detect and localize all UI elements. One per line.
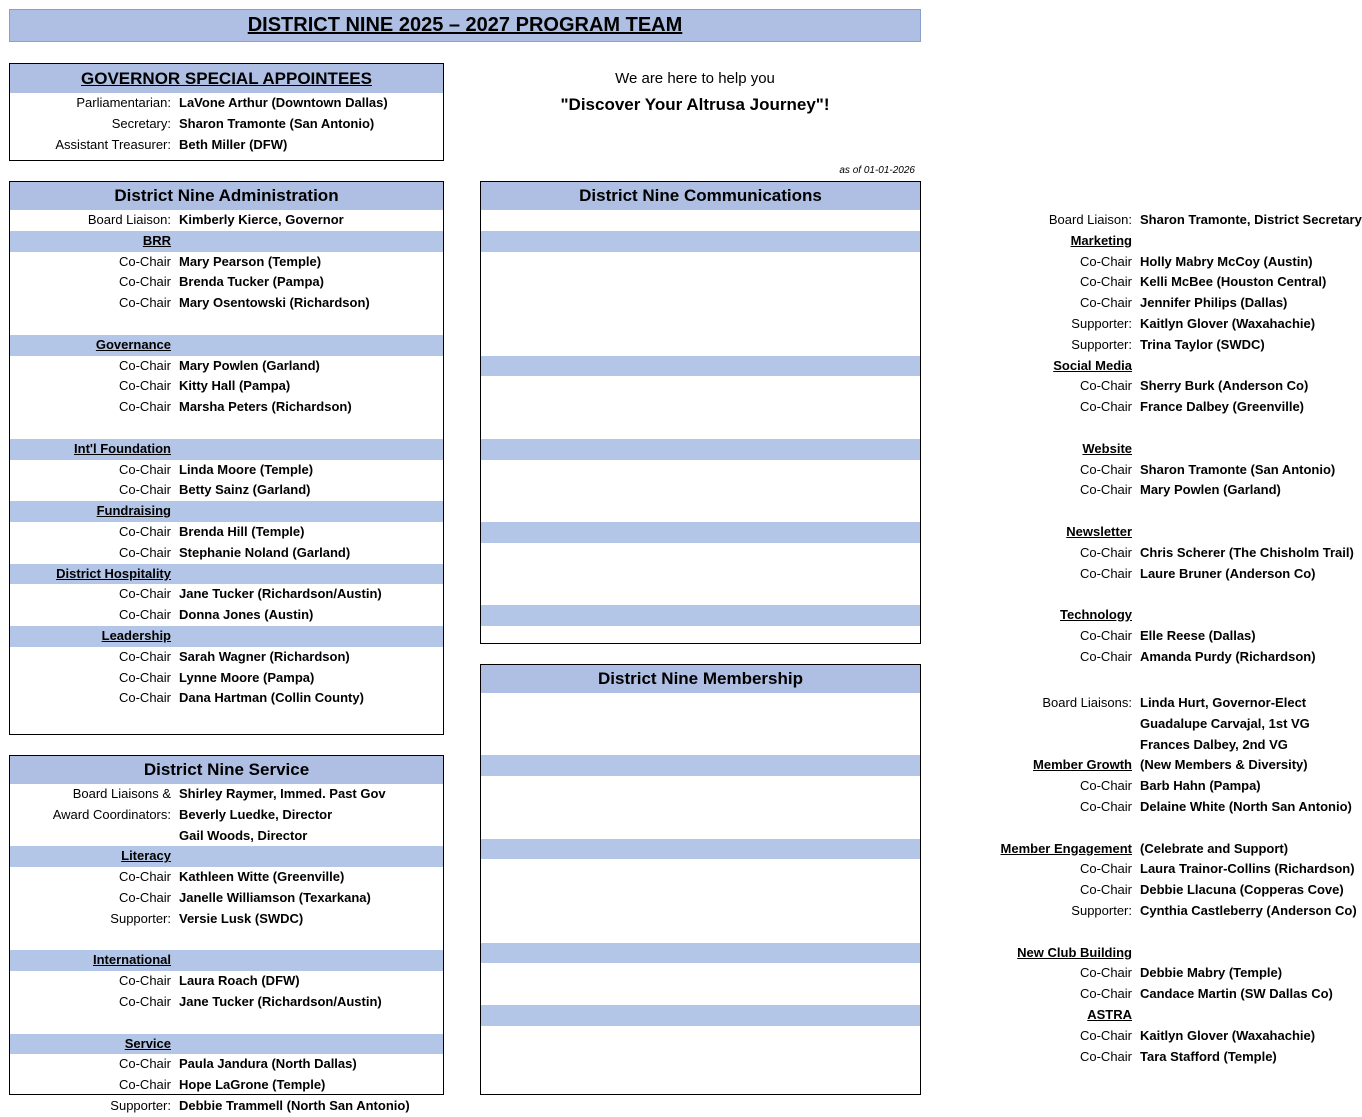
person-name: Kathleen Witte (Greenville) xyxy=(179,869,345,885)
section-technology xyxy=(481,605,1316,667)
row-label: Co-Chair xyxy=(118,378,171,394)
section-district-hospitality xyxy=(10,564,443,626)
gsa-heading: GOVERNOR SPECIAL APPOINTEES xyxy=(10,64,443,93)
row-label: Co-Chair xyxy=(118,357,171,373)
row-label: Co-Chair xyxy=(1079,461,1132,477)
administration-heading: District Nine Administration xyxy=(10,182,443,210)
person-row xyxy=(10,688,443,709)
section-label: Governance xyxy=(95,336,171,352)
row-label: Co-Chair xyxy=(1079,882,1132,898)
person-name: Janelle Williamson (Texarkana) xyxy=(179,889,371,905)
person-row xyxy=(10,784,443,805)
section-note: (New Members & Diversity) xyxy=(1140,757,1308,773)
row-label: Co-Chair xyxy=(1079,1027,1132,1043)
person-row xyxy=(10,668,443,689)
section-label: Newsletter xyxy=(1066,523,1132,539)
section-fundraising xyxy=(10,501,443,563)
section-header xyxy=(10,950,443,971)
person-name: Beverly Luedke, Director xyxy=(179,806,333,822)
row-group xyxy=(481,693,1310,755)
person-row xyxy=(10,992,443,1013)
service-box xyxy=(9,755,444,1113)
row-label: Co-Chair xyxy=(118,1077,171,1093)
row-label: Co-Chair xyxy=(118,399,171,415)
section-astra xyxy=(481,1005,1316,1067)
row-label: Board Liaisons & xyxy=(72,786,171,801)
row-label: Co-Chair xyxy=(1079,378,1132,394)
person-row xyxy=(10,293,443,314)
person-name: Laure Bruner (Anderson Co) xyxy=(1140,565,1316,581)
person-name: Trina Taylor (SWDC) xyxy=(1140,336,1265,352)
person-row xyxy=(481,859,1355,880)
help-line-2: "Discover Your Altrusa Journey"! xyxy=(560,95,830,114)
person-name: Laura Roach (DFW) xyxy=(179,973,300,989)
person-row xyxy=(10,460,443,481)
as-of-date: as of 01-01-2026 xyxy=(839,165,915,176)
person-name: Paula Jandura (North Dallas) xyxy=(179,1056,357,1072)
row-label: Supporter: xyxy=(110,910,171,926)
person-name: Chris Scherer (The Chisholm Trail) xyxy=(1140,544,1354,560)
person-row xyxy=(481,797,1352,818)
person-row xyxy=(481,714,1310,735)
service-heading: District Nine Service xyxy=(10,756,443,784)
person-name: Jane Tucker (Richardson/Austin) xyxy=(179,586,382,602)
person-name: Shirley Raymer, Immed. Past Gov xyxy=(179,786,386,801)
person-row xyxy=(10,888,443,909)
person-row xyxy=(10,272,443,293)
person-row xyxy=(481,626,1256,647)
section-label: ASTRA xyxy=(1087,1006,1132,1022)
person-row xyxy=(481,735,1288,756)
person-row xyxy=(10,135,443,156)
section-header xyxy=(481,356,1132,377)
person-name: Debbie Llacuna (Copperas Cove) xyxy=(1140,882,1344,898)
person-name: Holly Mabry McCoy (Austin) xyxy=(1140,253,1313,269)
page-title: DISTRICT NINE 2025 – 2027 PROGRAM TEAM xyxy=(247,14,683,36)
row-label: Co-Chair xyxy=(118,993,171,1009)
membership-heading: District Nine Membership xyxy=(481,665,920,693)
row-label: Co-Chair xyxy=(118,889,171,905)
section-label: International xyxy=(92,952,171,968)
page-banner xyxy=(9,9,921,42)
person-row xyxy=(481,397,1305,418)
administration-box xyxy=(9,181,444,735)
row-label: Co-Chair xyxy=(118,461,171,477)
row-group xyxy=(10,784,443,846)
liaison-row xyxy=(481,210,1362,231)
person-name: Mary Powlen (Garland) xyxy=(179,357,320,373)
person-name: Kaitlyn Glover (Waxahachie) xyxy=(1140,1027,1316,1043)
section-header xyxy=(10,335,443,356)
person-name: Kelli McBee (Houston Central) xyxy=(1140,274,1327,290)
section-label: District Hospitality xyxy=(56,565,171,581)
section-member-growth xyxy=(481,755,1352,817)
section-header xyxy=(481,839,1289,860)
board-liaison-row xyxy=(481,210,1362,231)
person-name: Sarah Wagner (Richardson) xyxy=(179,648,350,664)
person-row xyxy=(481,880,1344,901)
person-row xyxy=(10,252,443,273)
person-name: Elle Reese (Dallas) xyxy=(1140,627,1256,643)
help-line-1: We are here to help you xyxy=(615,70,775,87)
row-label: Co-Chair xyxy=(118,253,171,269)
row-label: Co-Chair xyxy=(1079,399,1132,415)
person-row xyxy=(481,293,1288,314)
person-row xyxy=(481,776,1261,797)
section-header xyxy=(10,501,443,522)
row-label: Co-Chair xyxy=(1079,544,1132,560)
person-row xyxy=(481,272,1327,293)
section-governance xyxy=(10,335,443,418)
row-label: Assistant Treasurer: xyxy=(55,136,171,152)
person-row xyxy=(481,693,1307,714)
person-name: Hope LaGrone (Temple) xyxy=(179,1077,326,1093)
row-label: Award Coordinators: xyxy=(52,806,171,822)
communications-box xyxy=(480,181,1362,664)
person-name: Mary Osentowski (Richardson) xyxy=(179,295,370,311)
row-label: Co-Chair xyxy=(118,690,171,706)
person-row xyxy=(481,314,1316,335)
person-row xyxy=(10,826,443,847)
person-name: Marsha Peters (Richardson) xyxy=(179,399,352,415)
person-name: Stephanie Noland (Garland) xyxy=(179,544,351,560)
person-row xyxy=(10,480,443,501)
row-label: Co-Chair xyxy=(1079,295,1132,311)
section-service xyxy=(10,1034,443,1117)
row-label: Supporter: xyxy=(1071,336,1132,352)
row-label: Co-Chair xyxy=(118,1056,171,1072)
person-name: Delaine White (North San Antonio) xyxy=(1140,798,1352,814)
section-header xyxy=(481,522,1132,543)
row-label: Co-Chair xyxy=(1079,1048,1132,1064)
row-label: Co-Chair xyxy=(118,973,171,989)
section-header xyxy=(10,846,443,867)
row-label: Supporter: xyxy=(1071,315,1132,331)
section-label: New Club Building xyxy=(1017,944,1132,960)
person-name: Lynne Moore (Pampa) xyxy=(179,669,315,685)
row-label: Co-Chair xyxy=(118,544,171,560)
person-name: Linda Moore (Temple) xyxy=(179,461,314,477)
person-name: Gail Woods, Director xyxy=(179,827,308,843)
section-brr xyxy=(10,231,443,314)
person-name: Dana Hartman (Collin County) xyxy=(179,690,364,706)
row-label: Co-Chair xyxy=(1079,778,1132,794)
section-label: Technology xyxy=(1060,607,1132,623)
person-name: France Dalbey (Greenville) xyxy=(1140,399,1305,415)
row-label: Board Liaison: xyxy=(1048,212,1132,227)
person-name: Candace Martin (SW Dallas Co) xyxy=(1140,986,1333,1002)
section-leadership xyxy=(10,626,443,709)
governor-special-appointees-box xyxy=(9,63,444,161)
person-row xyxy=(10,93,443,114)
person-row xyxy=(10,1054,443,1075)
person-name: Linda Hurt, Governor-Elect xyxy=(1140,695,1307,710)
row-label: Co-Chair xyxy=(1079,965,1132,981)
person-name: Kitty Hall (Pampa) xyxy=(179,378,291,394)
section-label: BRR xyxy=(142,232,171,248)
board-liaison-row xyxy=(10,210,443,231)
communications-heading: District Nine Communications xyxy=(481,182,920,210)
person-name: Frances Dalbey, 2nd VG xyxy=(1140,736,1288,752)
section-note: (Celebrate and Support) xyxy=(1140,840,1289,856)
person-row xyxy=(481,901,1357,922)
person-row xyxy=(10,971,443,992)
section-social-media xyxy=(481,356,1309,418)
person-row xyxy=(10,867,443,888)
section-header xyxy=(481,943,1132,964)
person-name: Versie Lusk (SWDC) xyxy=(179,910,304,926)
row-label: Co-Chair xyxy=(118,274,171,290)
row-label: Co-Chair xyxy=(118,523,171,539)
section-label: Member Engagement xyxy=(1000,840,1132,856)
section-header xyxy=(10,564,443,585)
person-name: Sharon Tramonte, District Secretary xyxy=(1140,212,1362,227)
person-row xyxy=(10,605,443,626)
person-row xyxy=(481,963,1283,984)
row-label: Co-Chair xyxy=(118,482,171,498)
row-label: Co-Chair xyxy=(118,669,171,685)
section-label: Member Growth xyxy=(1033,757,1132,773)
person-name: LaVone Arthur (Downtown Dallas) xyxy=(179,95,388,110)
section-label: Website xyxy=(1082,440,1132,456)
section-literacy xyxy=(10,846,443,929)
row-label: Supporter: xyxy=(1071,902,1132,918)
person-name: Kimberly Kierce, Governor xyxy=(179,212,344,227)
section-label: Marketing xyxy=(1070,232,1132,248)
person-name: Jane Tucker (Richardson/Austin) xyxy=(179,993,382,1009)
person-row xyxy=(10,397,443,418)
row-label: Co-Chair xyxy=(118,586,171,602)
section-member-engagement xyxy=(481,839,1357,922)
person-row xyxy=(10,114,443,135)
person-name: Tara Stafford (Temple) xyxy=(1140,1048,1277,1064)
row-label: Co-Chair xyxy=(1079,986,1132,1002)
person-row xyxy=(481,1047,1277,1068)
person-name: Barb Hahn (Pampa) xyxy=(1140,778,1261,794)
person-row xyxy=(10,1096,443,1117)
section-marketing xyxy=(481,231,1327,356)
person-name: Jennifer Philips (Dallas) xyxy=(1140,295,1288,311)
section-label: Int'l Foundation xyxy=(74,440,171,456)
section-label: Leadership xyxy=(101,627,171,643)
row-label: Co-Chair xyxy=(1079,648,1132,664)
person-name: Beth Miller (DFW) xyxy=(179,136,288,152)
person-name: Guadalupe Carvajal, 1st VG xyxy=(1140,715,1310,731)
row-label: Parliamentarian: xyxy=(76,95,171,110)
section-newsletter xyxy=(481,522,1354,584)
row-label: Co-Chair xyxy=(118,869,171,885)
liaison-row xyxy=(10,210,443,231)
person-name: Sherry Burk (Anderson Co) xyxy=(1140,378,1309,394)
person-row xyxy=(481,335,1265,356)
section-header xyxy=(481,605,1132,626)
section-international xyxy=(10,950,443,1012)
person-row xyxy=(481,984,1333,1005)
person-name: Brenda Tucker (Pampa) xyxy=(179,274,324,290)
row-label: Co-Chair xyxy=(1079,565,1132,581)
person-row xyxy=(10,909,443,930)
person-row xyxy=(481,376,1309,397)
person-row xyxy=(10,1075,443,1096)
person-name: Cynthia Castleberry (Anderson Co) xyxy=(1140,902,1357,918)
person-row xyxy=(10,584,443,605)
section-header xyxy=(10,231,443,252)
person-row xyxy=(10,543,443,564)
section-label: Literacy xyxy=(121,848,171,864)
row-label: Co-Chair xyxy=(118,295,171,311)
person-name: Brenda Hill (Temple) xyxy=(179,523,305,539)
person-row xyxy=(10,356,443,377)
section-header xyxy=(481,1005,1132,1026)
section-website xyxy=(481,439,1336,501)
row-label: Board Liaisons: xyxy=(1042,695,1132,710)
section-header xyxy=(481,231,1132,252)
row-label: Co-Chair xyxy=(118,648,171,664)
section-header xyxy=(10,626,443,647)
person-row xyxy=(10,522,443,543)
section-header xyxy=(10,439,443,460)
person-name: Sharon Tramonte (San Antonio) xyxy=(1140,461,1336,477)
person-name: Laura Trainor-Collins (Richardson) xyxy=(1140,861,1355,877)
person-row xyxy=(481,1026,1316,1047)
section-label: Fundraising xyxy=(96,503,171,519)
row-group xyxy=(10,93,443,155)
person-name: Betty Sainz (Garland) xyxy=(179,482,311,498)
help-message xyxy=(470,66,920,118)
person-name: Donna Jones (Austin) xyxy=(179,607,314,623)
person-name: Mary Pearson (Temple) xyxy=(179,253,322,269)
person-row xyxy=(10,805,443,826)
section-header xyxy=(10,1034,443,1055)
person-name: Amanda Purdy (Richardson) xyxy=(1140,648,1316,664)
person-row xyxy=(481,564,1316,585)
person-name: Kaitlyn Glover (Waxahachie) xyxy=(1140,315,1316,331)
row-label: Co-Chair xyxy=(1079,861,1132,877)
person-name: Sharon Tramonte (San Antonio) xyxy=(179,115,375,131)
row-label: Supporter: xyxy=(110,1097,171,1113)
person-row xyxy=(10,647,443,668)
section-label: Social Media xyxy=(1053,357,1132,373)
section-header xyxy=(481,439,1132,460)
person-row xyxy=(481,460,1336,481)
person-name: Mary Powlen (Garland) xyxy=(1140,482,1281,498)
section-label: Service xyxy=(124,1035,171,1051)
person-name: Debbie Mabry (Temple) xyxy=(1140,965,1283,981)
person-row xyxy=(481,480,1281,501)
row-label: Co-Chair xyxy=(1079,798,1132,814)
row-label: Co-Chair xyxy=(1079,253,1132,269)
membership-box xyxy=(480,664,1357,1095)
section-new-club-building xyxy=(481,943,1333,1005)
row-label: Co-Chair xyxy=(1079,482,1132,498)
person-name: Debbie Trammell (North San Antonio) xyxy=(179,1097,410,1113)
row-label: Co-Chair xyxy=(118,607,171,623)
row-label: Co-Chair xyxy=(1079,274,1132,290)
person-row xyxy=(481,543,1354,564)
section-header xyxy=(481,755,1308,776)
section-intl-foundation xyxy=(10,439,443,501)
person-row xyxy=(481,252,1313,273)
row-label: Secretary: xyxy=(111,115,171,131)
row-label: Co-Chair xyxy=(1079,627,1132,643)
person-row xyxy=(10,376,443,397)
row-label: Board Liaison: xyxy=(87,212,171,227)
